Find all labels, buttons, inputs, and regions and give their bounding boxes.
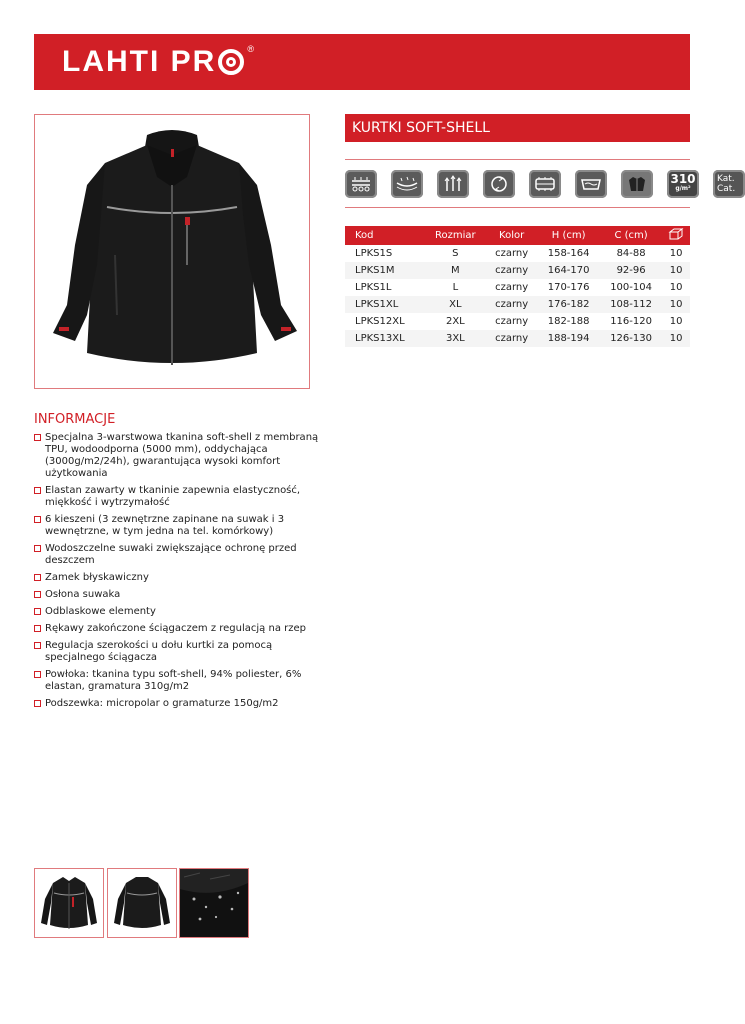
cell-kod: LPKS1XL bbox=[345, 296, 425, 313]
cell-h: 164-170 bbox=[537, 262, 599, 279]
list-item bbox=[34, 669, 319, 693]
cell-kolor: czarny bbox=[495, 316, 529, 327]
cell-kolor: czarny bbox=[495, 248, 529, 259]
checkbox-bullet-icon bbox=[34, 574, 41, 581]
table-row bbox=[345, 262, 690, 279]
cell-h: 176-182 bbox=[537, 296, 599, 313]
checkbox-bullet-icon bbox=[34, 545, 41, 552]
feature-text: Odblaskowe elementy bbox=[45, 606, 156, 617]
header-pack bbox=[662, 226, 690, 245]
cell-qty: 10 bbox=[662, 296, 690, 313]
list-item bbox=[34, 514, 319, 538]
cell-c: 108-112 bbox=[600, 296, 662, 313]
cell-h: 158-164 bbox=[547, 248, 590, 259]
table-header-row bbox=[345, 226, 690, 245]
feature-text: Powłoka: tkanina typu soft-shell, 94% poliester, 6% elastan, gramatura 310g/m2 bbox=[45, 669, 302, 692]
size-table bbox=[345, 226, 690, 347]
header-h: H (cm) bbox=[537, 226, 599, 245]
logo-o-ring-icon bbox=[218, 49, 244, 75]
cell-h: 170-176 bbox=[547, 282, 590, 293]
cell-kod: LPKS1M bbox=[345, 262, 425, 279]
brand-banner bbox=[34, 34, 690, 90]
checkbox-bullet-icon bbox=[34, 700, 41, 707]
header-kolor: Kolor bbox=[486, 226, 538, 245]
cell-rozmiar: L bbox=[452, 282, 459, 293]
list-item bbox=[34, 543, 319, 567]
cell-rozmiar: S bbox=[452, 248, 459, 259]
cell-c: 126-130 bbox=[600, 330, 662, 347]
feature-text: Podszewka: micropolar o gramaturze 150g/m2 bbox=[45, 698, 279, 709]
checkbox-bullet-icon bbox=[34, 434, 41, 441]
list-item bbox=[34, 698, 319, 710]
list-item bbox=[34, 572, 319, 584]
cell-kolor: czarny bbox=[486, 330, 538, 347]
fabric-weight-icon bbox=[667, 170, 699, 198]
cell-rozmiar: M bbox=[425, 262, 486, 279]
cell-rozmiar: XL bbox=[425, 296, 486, 313]
table-row bbox=[345, 313, 690, 330]
cell-kod: LPKS12XL bbox=[355, 316, 405, 327]
recycle-icon bbox=[483, 170, 515, 198]
checkbox-bullet-icon bbox=[34, 608, 41, 615]
list-item bbox=[34, 623, 319, 635]
jacket-image bbox=[35, 115, 309, 388]
cell-c: 100-104 bbox=[610, 282, 652, 293]
fabric-weight-value: 310 bbox=[670, 172, 696, 186]
checkbox-bullet-icon bbox=[34, 642, 41, 649]
divider bbox=[345, 207, 690, 208]
table-row bbox=[345, 330, 690, 347]
list-item bbox=[34, 485, 319, 509]
cell-rozmiar: 3XL bbox=[425, 330, 486, 347]
cell-qty: 10 bbox=[669, 282, 683, 293]
header-kod: Kod bbox=[345, 226, 425, 245]
info-title: INFORMACJE bbox=[34, 412, 116, 427]
cell-h: 188-194 bbox=[537, 330, 599, 347]
catalog-icon bbox=[713, 170, 745, 198]
breathable-layers-icon bbox=[345, 170, 377, 198]
cell-c: 92-96 bbox=[600, 262, 662, 279]
cell-kolor: czarny bbox=[495, 282, 529, 293]
feature-text: Elastan zawarty w tkaninie zapewnia elastyczność, miękkość i wytrzymałość bbox=[45, 485, 301, 508]
catalog-label-pl: Kat. bbox=[717, 174, 735, 184]
cell-rozmiar: 2XL bbox=[445, 316, 465, 327]
jacket-icon bbox=[621, 170, 653, 198]
cell-qty: 10 bbox=[662, 262, 690, 279]
cell-qty: 10 bbox=[662, 330, 690, 347]
feature-text: Osłona suwaka bbox=[45, 589, 121, 600]
divider bbox=[345, 159, 690, 160]
product-image-frame bbox=[34, 114, 310, 389]
list-item bbox=[34, 640, 319, 664]
checkbox-bullet-icon bbox=[34, 591, 41, 598]
feature-list bbox=[34, 432, 319, 715]
feature-text: Zamek błyskawiczny bbox=[45, 572, 149, 583]
thumbnail-front[interactable] bbox=[34, 868, 104, 938]
fabric-weight-unit: g/m² bbox=[675, 185, 691, 192]
category-title: KURTKI SOFT-SHELL bbox=[345, 114, 690, 142]
header-c: C (cm) bbox=[600, 226, 662, 245]
cell-kolor: czarny bbox=[486, 296, 538, 313]
table-row bbox=[345, 279, 690, 296]
cell-kod: LPKS13XL bbox=[345, 330, 425, 347]
brand-logo bbox=[62, 46, 256, 78]
thumbnail-fabric-detail[interactable] bbox=[179, 868, 249, 938]
cell-kod: LPKS1S bbox=[355, 248, 393, 259]
checkbox-bullet-icon bbox=[34, 487, 41, 494]
header-rozmiar: Rozmiar bbox=[425, 226, 486, 245]
cell-h: 182-188 bbox=[547, 316, 590, 327]
checkbox-bullet-icon bbox=[34, 671, 41, 678]
table-row bbox=[345, 296, 690, 313]
cell-kolor: czarny bbox=[486, 262, 538, 279]
list-item bbox=[34, 606, 319, 618]
cell-qty: 10 bbox=[669, 248, 683, 259]
brand-name: LAHTI PR bbox=[62, 45, 217, 78]
cell-qty: 10 bbox=[669, 316, 683, 327]
checkbox-bullet-icon bbox=[34, 516, 41, 523]
list-item bbox=[34, 432, 319, 480]
feature-icons bbox=[345, 170, 736, 198]
thumbnail-back[interactable] bbox=[107, 868, 177, 938]
list-item bbox=[34, 589, 319, 601]
cell-c: 84-88 bbox=[616, 248, 646, 259]
washing-icon bbox=[575, 170, 607, 198]
feature-text: Regulacja szerokości u dołu kurtki za pomocą specjalnego ściągacza bbox=[45, 640, 273, 663]
registered-mark: ® bbox=[247, 44, 256, 54]
waterproof-membrane-icon bbox=[391, 170, 423, 198]
feature-text: Specjalna 3-warstwowa tkanina soft-shell z membraną TPU, wodoodporna (5000 mm), oddychająca (3000g/m2/24h), gwarantująca wysoki komfort użytkowania bbox=[45, 432, 319, 479]
catalog-label-en: Cat. bbox=[717, 184, 736, 194]
multi-layer-fabric-icon bbox=[529, 170, 561, 198]
feature-text: 6 kieszeni (3 zewnętrzne zapinane na suwak i 3 wewnętrzne, w tym jedna na tel. komórkowy) bbox=[45, 514, 285, 537]
cell-c: 116-120 bbox=[610, 316, 652, 327]
box-icon bbox=[669, 228, 683, 240]
feature-text: Rękawy zakończone ściągaczem z regulacją na rzep bbox=[45, 623, 306, 634]
breathability-icon bbox=[437, 170, 469, 198]
cell-kod: LPKS1L bbox=[355, 282, 392, 293]
table-row bbox=[345, 245, 690, 262]
feature-text: Wodoszczelne suwaki zwiększające ochronę przed deszczem bbox=[45, 543, 297, 566]
checkbox-bullet-icon bbox=[34, 625, 41, 632]
